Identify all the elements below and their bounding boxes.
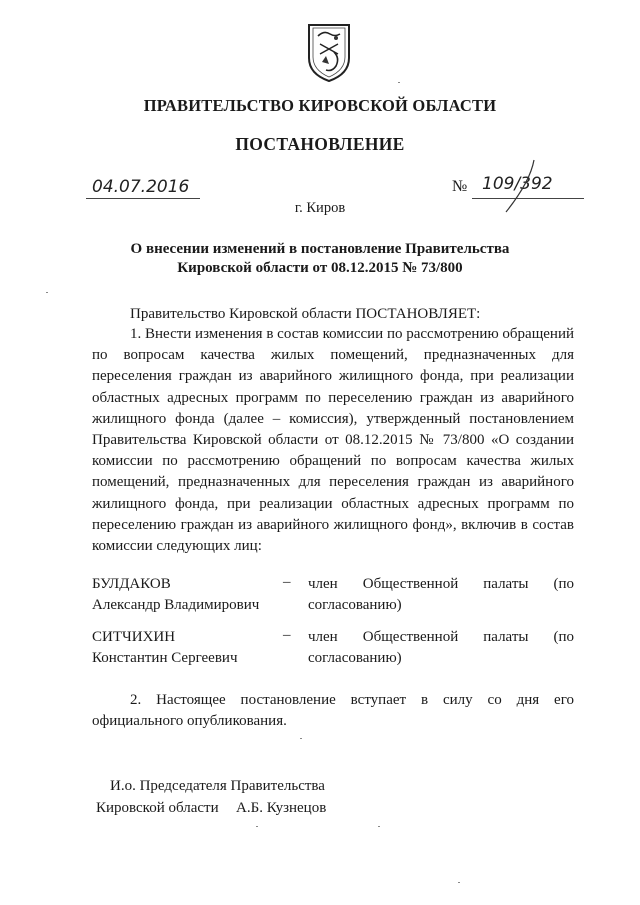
number-label: № <box>452 178 468 195</box>
member-2-role: член Общественной палаты (по согласованию) <box>308 629 574 666</box>
scan-speck <box>300 738 302 739</box>
member-1-given: Александр Владимирович <box>92 597 260 613</box>
scan-speck <box>256 826 258 827</box>
member-2-name <box>92 627 238 669</box>
scan-speck <box>378 826 380 827</box>
signatory-title: И.о. Председателя Правительства <box>110 778 325 794</box>
member-1-dash: – <box>283 574 291 590</box>
member-1-role: член Общественной палаты (по согласованию) <box>308 576 574 613</box>
signatory-org: Кировской области <box>96 800 219 816</box>
document-number: 109/392 <box>482 174 553 194</box>
scan-speck <box>458 882 460 883</box>
document-date: 04.07.2016 <box>92 177 190 197</box>
member-2-dash: – <box>283 627 291 643</box>
scan-speck <box>46 292 48 293</box>
member-1-surname: БУЛДАКОВ <box>92 576 171 592</box>
member-2-surname: СИТЧИХИН <box>92 629 176 645</box>
decree-intro: Правительство Кировской области ПОСТАНОВЛЯЕТ: <box>130 306 481 322</box>
member-1-name <box>92 574 259 616</box>
coat-of-arms-icon <box>306 22 352 84</box>
government-title: ПРАВИТЕЛЬСТВО КИРОВСКОЙ ОБЛАСТИ <box>143 96 497 115</box>
subject-line-2: Кировской области от 08.12.2015 № 73/800 <box>177 260 463 276</box>
subject-line-1: О внесении изменений в постановление Правительства <box>130 241 510 257</box>
member-2-given: Константин Сергеевич <box>92 650 238 666</box>
document-type: ПОСТАНОВЛЕНИЕ <box>235 134 405 154</box>
subject-heading <box>0 240 640 278</box>
signatory-name: А.Б. Кузнецов <box>236 800 327 816</box>
date-underline <box>86 198 200 199</box>
scan-speck <box>398 82 400 83</box>
clause-2: 2. Настоящее постановление вступает в силу со дня его официального опубликования. <box>92 692 574 729</box>
city: г. Киров <box>294 200 346 216</box>
clause-1: 1. Внести изменения в состав комиссии по рассмотрению обращений по вопросам качества жилых помещений, предназначенных для переселения граждан из аварийного жилищного фонда, при реализации областных адресных программ по переселению граждан из аварийного жилищного фонда (далее – комиссия), утвержденный постановлением Правительства Кировской области от 08.12.2015 № 73/800 «О создании комиссии по рассмотрению обращений по вопросам качества жилых помещений, предназначенных для переселения граждан из аварийного жилищного фонда, при реализации областных адресных программ по переселению граждан из аварийного жилищного фонд», включив в состав комиссии следующих лиц: <box>92 326 574 555</box>
